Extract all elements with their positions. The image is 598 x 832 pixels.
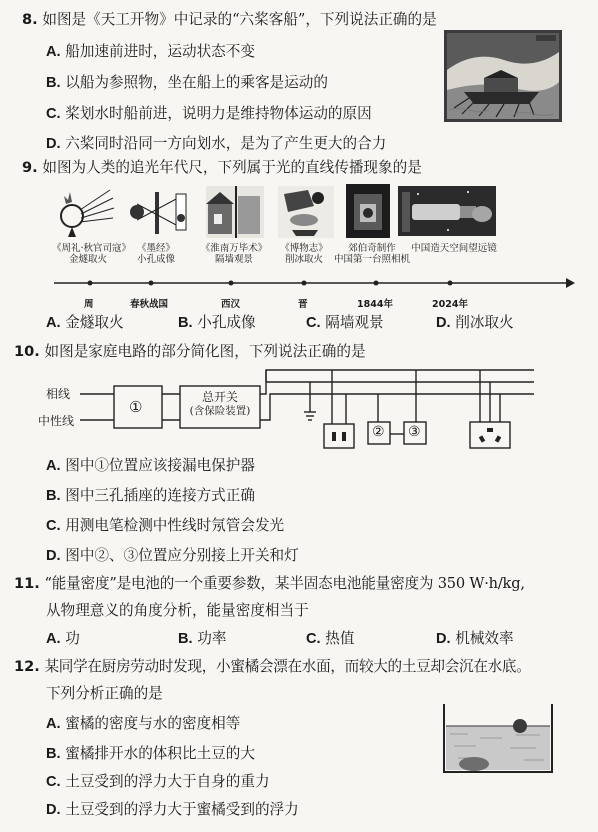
timeline-image-ice-lens — [278, 186, 334, 238]
timeline-axis — [54, 276, 576, 290]
timeline-caption-5: 郊伯奇制作 中国第一台照相机 — [333, 243, 410, 265]
q8-option-c: C. 桨划水时船前进，说明力是维持物体运动的原因 — [46, 105, 372, 122]
q12-option-b: B. 蜜橘排开水的体积比土豆的大 — [46, 745, 255, 762]
q11-option-b: B. 功率 — [178, 630, 227, 647]
q12-option-a: A. 蜜橘的密度与水的密度相等 — [46, 715, 241, 732]
q11-stem-line-1: 11. “能量密度”是电池的一个重要参数，某半固态电池能量密度为 350 W·h/kg, — [14, 575, 525, 592]
q10-option-d: D. 图中②、③位置应分别接上开关和灯 — [46, 547, 299, 564]
timeline-label-2: 春秋战国 — [130, 299, 169, 310]
circuit-box-1: ① — [129, 398, 143, 416]
q8-option-a: A. 船加速前进时，运动状态不变 — [46, 43, 255, 60]
timeline-caption-6: 中国造天空间望远镜 — [411, 243, 497, 254]
timeline-image-camera — [346, 184, 390, 238]
timeline-image-pinhole — [128, 188, 188, 238]
q11-option-c: C. 热值 — [306, 630, 355, 647]
q12-stem-line-2: 下列分析正确的是 — [46, 685, 163, 702]
q10-option-a: A. 图中①位置应该接漏电保护器 — [46, 457, 255, 474]
live-wire-label: 相线 — [46, 387, 71, 401]
timeline-caption-1: 《周礼·秋官司寇》 金燧取火 — [52, 243, 132, 265]
timeline-label-5: 1844年 — [357, 299, 393, 310]
household-circuit-diagram — [40, 364, 576, 456]
q10-option-c: C. 用测电笔检测中性线时氖管会发光 — [46, 517, 285, 534]
q10-stem: 10. 如图是家庭电路的部分简化图，下列说法正确的是 — [14, 343, 366, 360]
q8-stem: 8. 如图是《天工开物》中记录的“六桨客船”，下列说法正确的是 — [22, 11, 437, 28]
q12-option-c: C. 土豆受到的浮力大于自身的重力 — [46, 773, 270, 790]
timeline-label-6: 2024年 — [432, 299, 468, 310]
timeline-caption-4: 《博物志》 削冰取火 — [280, 243, 328, 265]
q11-stem-line-2: 从物理意义的角度分析，能量密度相当于 — [46, 602, 309, 619]
main-switch-label: 总开关 (含保险装置) — [189, 390, 251, 417]
timeline-image-burning-mirror — [58, 186, 116, 238]
timeline-label-4: 晋 — [298, 299, 308, 310]
q10-option-b: B. 图中三孔插座的连接方式正确 — [46, 487, 255, 504]
timeline-caption-2: 《墨经》 小孔成像 — [136, 243, 175, 265]
q11-option-d: D. 机械效率 — [436, 630, 514, 647]
neutral-wire-label: 中性线 — [38, 414, 75, 428]
q12-option-d: D. 土豆受到的浮力大于蜜橘受到的浮力 — [46, 801, 299, 818]
timeline-image-wall-view — [206, 186, 264, 238]
q12-stem-line-1: 12. 某同学在厨房劳动时发现，小蜜橘会漂在水面，而较大的土豆却会沉在水底。 — [14, 658, 531, 675]
q9-option-a: A. 金燧取火 — [46, 314, 124, 331]
timeline-image-space-telescope — [398, 186, 496, 236]
circuit-box-3: ③ — [408, 424, 421, 440]
q9-stem: 9. 如图为人类的追光年代尺，下列属于光的直线传播现象的是 — [22, 159, 422, 176]
circuit-box-2: ② — [372, 424, 385, 440]
q9-option-b: B. 小孔成像 — [178, 314, 256, 331]
q9-option-c: C. 隔墙观景 — [306, 314, 384, 331]
q11-option-a: A. 功 — [46, 630, 80, 647]
q8-option-b: B. 以船为参照物，坐在船上的乘客是运动的 — [46, 74, 328, 91]
timeline-caption-3: 《淮南万毕术》 隔墙观景 — [200, 243, 268, 265]
timeline-label-1: 周 — [84, 299, 94, 310]
six-oar-boat-illustration — [444, 30, 562, 122]
water-tank-illustration — [440, 702, 558, 774]
timeline-label-3: 西汉 — [221, 299, 241, 310]
q8-option-d: D. 六桨同时沿同一方向划水，是为了产生更大的合力 — [46, 135, 387, 152]
q9-option-d: D. 削冰取火 — [436, 314, 514, 331]
